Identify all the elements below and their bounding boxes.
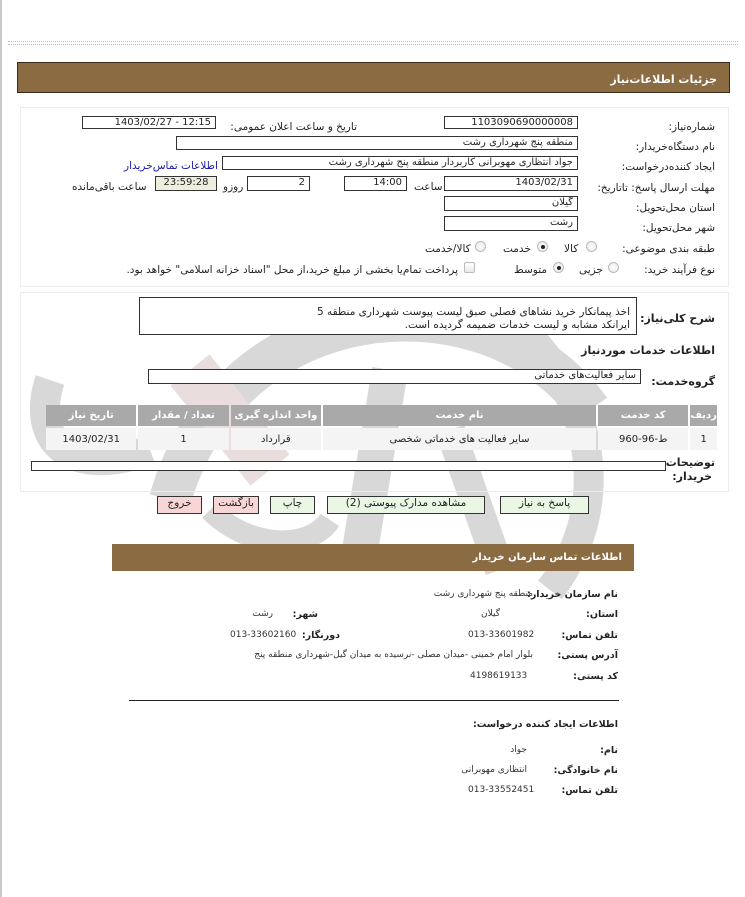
creator-last-name-label: نام خانوادگی: <box>553 765 618 776</box>
contact-section-header: اطلاعات تماس سازمان خریدار <box>112 544 634 571</box>
announce-label: تاریخ و ساعت اعلان عمومی: <box>230 121 357 133</box>
buyer-notes-label-2: خریدار: <box>672 470 712 483</box>
address-value: بلوار امام خمینی -میدان مصلی -نرسیده به میدان گیل-شهرداری منطقه پنج <box>254 650 533 660</box>
postal-code-value: 4198619133 <box>470 671 528 681</box>
treasury-checkbox[interactable] <box>464 262 475 273</box>
col-quantity: تعداد / مقدار <box>138 405 228 426</box>
contact-province-value: گیلان <box>481 609 500 619</box>
org-name-value: منطقه پنج شهرداری رشت <box>433 589 533 599</box>
category-radio-goods[interactable] <box>586 241 597 252</box>
days-field: 2 <box>247 176 310 191</box>
category-option-goods-service: کالا/خدمت <box>425 243 471 255</box>
details-panel <box>20 107 729 287</box>
need-number-label: شماره‌نیاز: <box>668 121 715 133</box>
summary-line-1: اخذ پیمانکار خرید نشاهای فصلی صبق لیست پیوست شهرداری منطقه 5 <box>316 306 630 318</box>
services-table <box>44 403 719 452</box>
col-service-code: کد خدمت <box>598 405 688 426</box>
page-title: جزئیات اطلاعات‌نیاز <box>17 62 730 93</box>
address-label: آدرس پستی: <box>557 650 618 661</box>
buyer-org-label: نام دستگاه‌خریدار: <box>635 141 715 153</box>
deadline-label: مهلت ارسال پاسخ: تاتاریخ: <box>597 182 715 194</box>
services-heading: اطلاعات خدمات موردنیاز <box>581 344 715 357</box>
col-row: ردیف <box>690 405 717 426</box>
print-button[interactable]: چاپ <box>270 496 315 514</box>
deadline-date-field: 1403/02/31 <box>444 176 578 191</box>
creator-last-name-value: انتظاری مهوبرانی <box>461 765 527 775</box>
creator-info-heading: اطلاعات ایجاد کننده درخواست: <box>472 719 618 730</box>
creator-first-name-value: جواد <box>510 745 527 755</box>
creator-first-name-label: نام: <box>600 745 618 756</box>
cell-quantity: 1 <box>138 428 228 450</box>
contact-province-label: استان: <box>586 609 618 620</box>
cell-service-code: ط-96-960 <box>598 428 688 450</box>
buyer-org-field: منطقه پنج شهرداری رشت <box>176 136 578 150</box>
service-group-label: گروه‌خدمت: <box>651 375 715 388</box>
days-label: روزو <box>223 181 244 193</box>
remaining-time-field: 23:59:28 <box>155 176 217 191</box>
table-row <box>46 428 717 450</box>
contact-city-value: رشت <box>252 609 273 619</box>
summary-label: شرح کلی‌نیاز: <box>640 312 715 325</box>
service-group-field: سایر فعالیت‌های خدماتی <box>148 369 641 384</box>
contact-phone-label: تلفن تماس: <box>561 630 618 641</box>
summary-line-2: ایرانکد مشابه و لیست خدمات ضمیمه گردیده است. <box>404 319 630 331</box>
remaining-label: ساعت باقی‌مانده <box>72 181 147 193</box>
city-label: شهر محل‌تحویل: <box>642 222 715 234</box>
buyer-notes-label-1: توضیحات <box>665 456 715 469</box>
cell-unit: قرارداد <box>231 428 321 450</box>
process-radio-minor[interactable] <box>608 262 619 273</box>
time-label: ساعت <box>414 181 443 193</box>
contact-phone-value: 013-33601982 <box>468 630 535 640</box>
top-divider <box>8 41 738 45</box>
contact-city-label: شهر: <box>292 609 318 620</box>
table-header-row <box>46 405 717 426</box>
creator-phone-label: تلفن تماس: <box>561 785 618 796</box>
category-option-goods: کالا <box>564 243 579 255</box>
fax-value: 013-33602160 <box>230 630 297 640</box>
category-radio-service[interactable] <box>537 241 548 252</box>
fax-label: دورنگار: <box>301 630 340 641</box>
need-number-field: 1103090690000008 <box>444 116 578 129</box>
category-label: طبقه بندی موضوعی: <box>622 243 715 255</box>
city-field: رشت <box>444 216 578 231</box>
col-need-date: تاریخ نیاز <box>46 405 136 426</box>
announce-field: 1403/02/27 - 12:15 <box>82 116 216 129</box>
back-button[interactable]: بازگشت <box>213 496 259 514</box>
process-option-medium: متوسط <box>514 264 547 276</box>
treasury-note: پرداخت تمام‌یا بخشی از مبلغ خرید،از محل "اسناد خزانه اسلامی" خواهد بود. <box>126 264 458 276</box>
reply-button[interactable]: پاسخ به نیاز <box>500 496 589 514</box>
buyer-contact-link[interactable]: اطلاعات تماس‌خریدار <box>124 160 218 172</box>
creator-label: ایجاد کننده‌درخواست: <box>621 161 715 173</box>
process-radio-medium[interactable] <box>553 262 564 273</box>
creator-phone-value: 013-33552451 <box>468 785 535 795</box>
cell-need-date: 1403/02/31 <box>46 428 136 450</box>
col-service-name: نام خدمت <box>323 405 596 426</box>
deadline-time-field: 14:00 <box>344 176 407 191</box>
category-option-service: خدمت <box>503 243 531 255</box>
province-field: گیلان <box>444 196 578 211</box>
left-border <box>0 0 2 897</box>
postal-code-label: کد پستی: <box>573 671 618 682</box>
province-label: استان محل‌تحویل: <box>635 202 715 214</box>
exit-button[interactable]: خروج <box>157 496 202 514</box>
category-radio-goods-service[interactable] <box>475 241 486 252</box>
creator-field: جواد انتظاری مهوبرانی کاربردار منطقه پنج شهرداری رشت <box>222 156 578 170</box>
cell-service-name: سایر فعالیت های خدماتی شخصی <box>323 428 596 450</box>
buyer-notes-field <box>31 461 666 471</box>
process-option-minor: جزیی <box>579 264 603 276</box>
summary-box <box>139 297 637 335</box>
org-name-label: نام سازمان خریدار: <box>527 589 618 600</box>
col-unit: واحد اندازه گیری <box>231 405 321 426</box>
view-attachments-button[interactable]: مشاهده مدارک پیوستی (2) <box>327 496 485 514</box>
process-label: نوع فرآیند خرید: <box>644 264 715 276</box>
cell-row: 1 <box>690 428 717 450</box>
section-divider <box>129 700 619 701</box>
